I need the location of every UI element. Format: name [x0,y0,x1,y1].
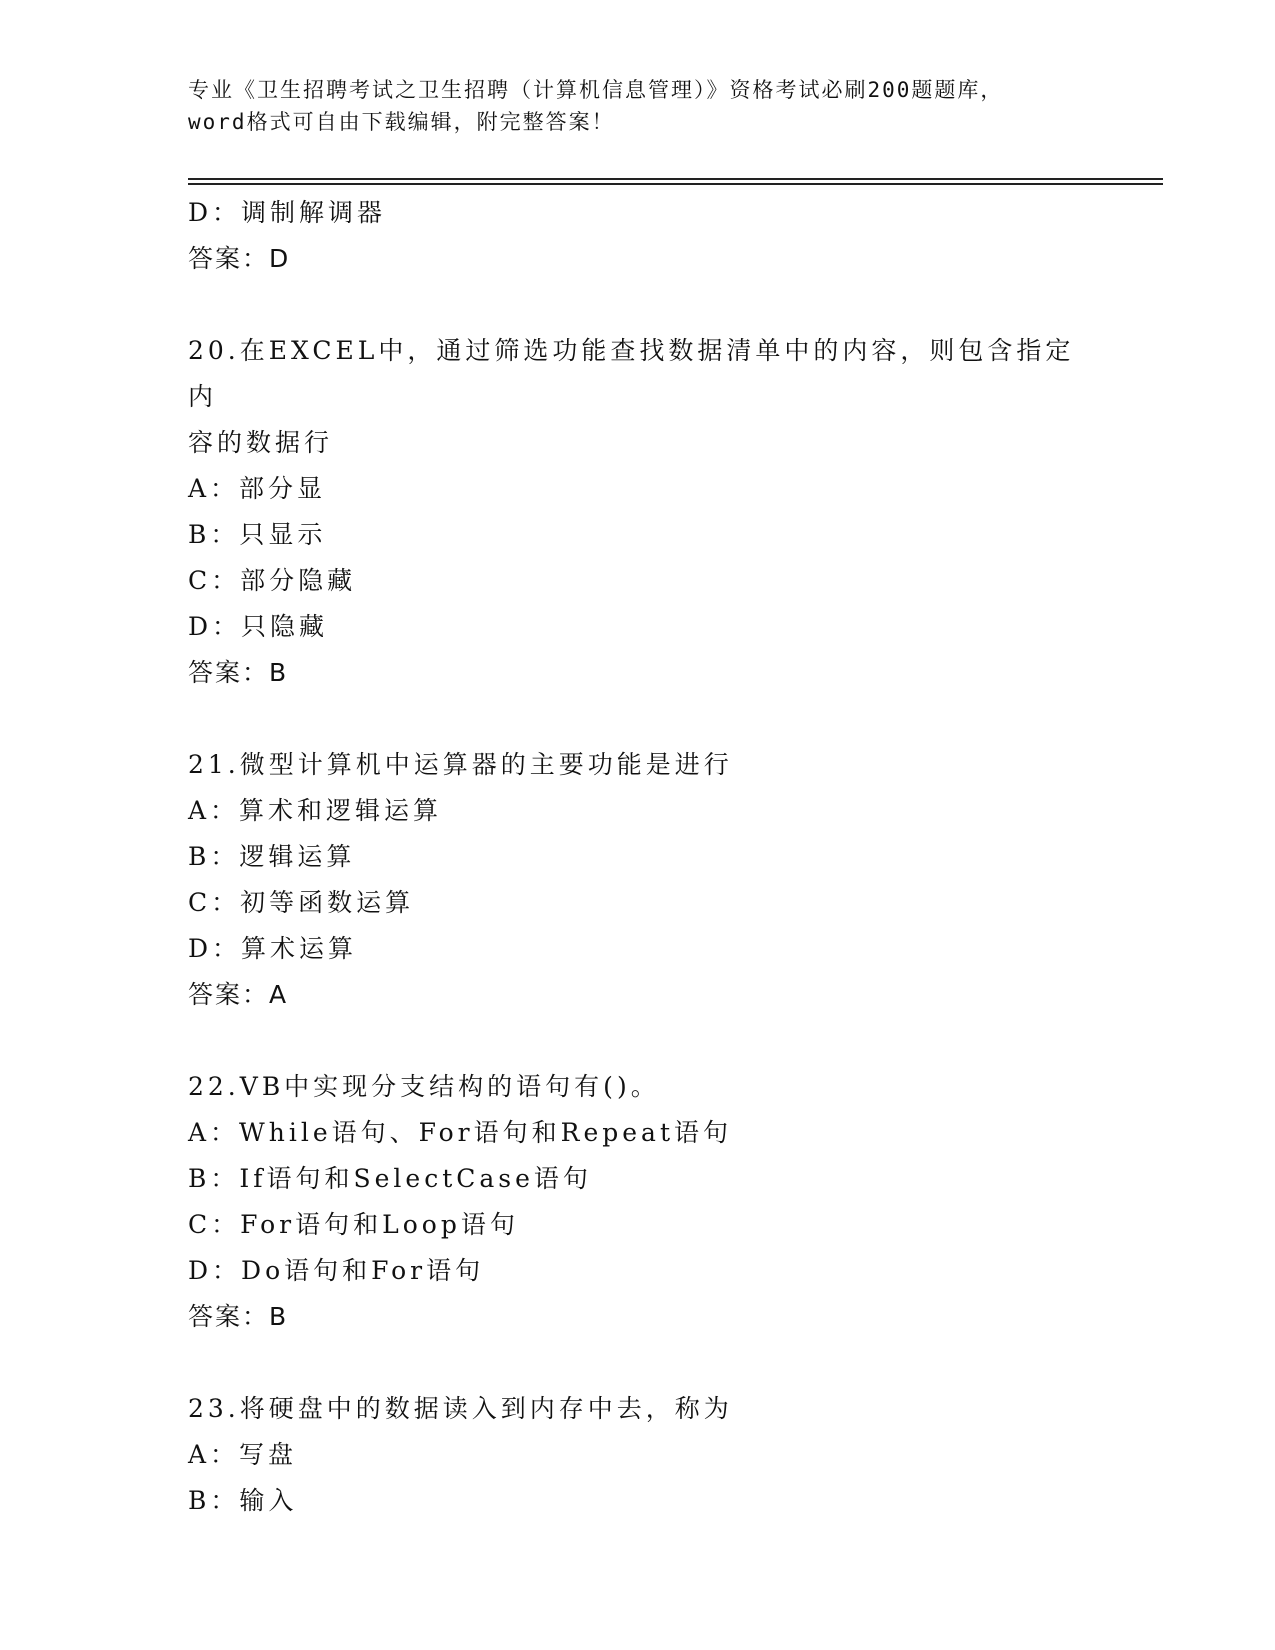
question-stem-line-1: 20.在EXCEL中，通过筛选功能查找数据清单中的内容，则包含指定内 [188,336,1075,411]
option-d: D：算术运算 [188,934,358,963]
option-b: B：If语句和SelectCase语句 [188,1164,592,1193]
option-c: C：For语句和Loop语句 [188,1210,519,1239]
question-23 [188,1386,1088,1524]
question-20 [188,328,1088,696]
answer-line: 答案：D [188,244,291,273]
question-stem [188,328,1088,466]
spacer [188,1018,1088,1064]
option-b: B：输入 [188,1486,298,1515]
question-stem-line-2: 容的数据行 [188,428,334,457]
header-title-line-2: word格式可自由下载编辑，附完整答案！ [188,110,615,134]
option-b: B：只显示 [188,520,327,549]
question-stem: 22.VB中实现分支结构的语句有()。 [188,1072,660,1101]
option-a: A：部分显 [188,474,327,503]
option-c: C：部分隐藏 [188,566,357,595]
question-stem: 23.将硬盘中的数据读入到内存中去，称为 [188,1394,733,1423]
option-d: D：调制解调器 [188,198,387,227]
option-b: B：逻辑运算 [188,842,356,871]
question-stem: 21.微型计算机中运算器的主要功能是进行 [188,750,733,779]
header-title-line-1: 专业《卫生招聘考试之卫生招聘（计算机信息管理）》资格考试必刷200题题库， [188,78,1004,102]
answer-line: 答案：B [188,658,289,687]
question-21 [188,742,1088,1018]
option-a: A：写盘 [188,1440,298,1469]
previous-question-tail [188,190,1088,282]
option-d: D：只隐藏 [188,612,329,641]
header-divider-top [188,178,1163,180]
option-c: C：初等函数运算 [188,888,415,917]
question-22 [188,1064,1088,1340]
answer-line: 答案：B [188,1302,289,1331]
document-header [188,74,1088,138]
question-list [188,190,1088,1524]
answer-line: 答案：A [188,980,289,1009]
option-d: D：Do语句和For语句 [188,1256,485,1285]
spacer [188,696,1088,742]
spacer [188,282,1088,328]
option-a: A：算术和逻辑运算 [188,796,443,825]
header-divider-bottom [188,183,1163,185]
option-a: A：While语句、For语句和Repeat语句 [188,1118,732,1147]
spacer [188,1340,1088,1386]
